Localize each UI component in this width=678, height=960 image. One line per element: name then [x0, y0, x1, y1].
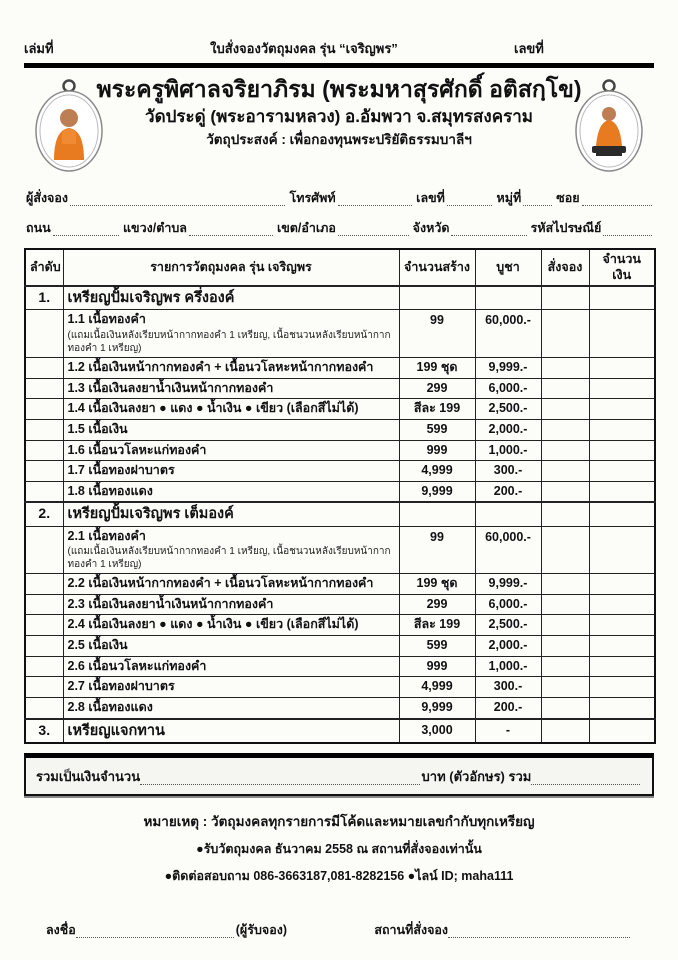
field-label-district: เขต/อำเภอ [276, 221, 336, 235]
cell-price: 2,500.- [475, 615, 541, 636]
item-row [25, 378, 655, 399]
cell-amount [589, 719, 655, 743]
item-row [25, 419, 655, 440]
cell-amount [589, 574, 655, 595]
item-name: 2.5 เนื้อเงิน [67, 638, 128, 652]
cell-price: 1,000.- [475, 656, 541, 677]
cell-qty: 599 [399, 419, 475, 440]
road-field [53, 221, 119, 236]
cell-booking [541, 719, 589, 743]
cell-order [25, 310, 63, 358]
item-name: 2.2 เนื้อเงินหน้ากากทองคำ + เนื้อนวโลหะหน้ากากทองคำ [67, 576, 374, 591]
item-row [25, 636, 655, 657]
cell-amount [589, 594, 655, 615]
cell-amount [589, 677, 655, 698]
cell-amount [589, 310, 655, 358]
item-name: 1.3 เนื้อเงินลงยาน้ำเงินหน้ากากทองคำ [67, 380, 274, 395]
sign-label: ลงชื่อ [46, 922, 76, 937]
cell-booking [541, 310, 589, 358]
section-row [25, 502, 655, 526]
form-title [134, 38, 474, 59]
cell-qty: สีละ 199 [399, 399, 475, 420]
cell-order: 2. [25, 502, 63, 526]
cell-qty: 199 ชุด [399, 358, 475, 379]
item-name: 1.7 เนื้อทองฝาบาตร [67, 463, 175, 478]
item-name: เหรียญปั้มเจริญพร ครึ่งองค์ [67, 290, 235, 307]
cell-amount [589, 481, 655, 502]
form-title-normal: ใบสั่งจองวัตถุมงคล [210, 41, 317, 56]
cell-item [63, 461, 399, 482]
field-label-subdistrict: แขวง/ตำบล [123, 221, 187, 235]
cell-item [63, 594, 399, 615]
cell-qty: 3,000 [399, 719, 475, 743]
section-row [25, 719, 655, 743]
item-name: 1.1 เนื้อทองคำ [67, 312, 146, 327]
item-name: 2.7 เนื้อทองฝาบาตร [67, 679, 175, 694]
total-middle-label: บาท (ตัวอักษร) รวม [421, 768, 532, 784]
cell-price: 200.- [475, 481, 541, 502]
cell-booking [541, 615, 589, 636]
cell-order [25, 697, 63, 718]
item-row [25, 399, 655, 420]
phone-field [338, 191, 413, 206]
cell-order: 1. [25, 286, 63, 310]
col-header-price: บูชา [475, 249, 541, 286]
item-name: 2.8 เนื้อทองแดง [67, 699, 153, 714]
cell-qty: สีละ 199 [399, 615, 475, 636]
cell-item [63, 502, 399, 526]
cell-booking [541, 399, 589, 420]
item-row [25, 656, 655, 677]
number-label: เลขที่ [514, 41, 544, 56]
cell-item [63, 286, 399, 310]
signature-field [76, 923, 234, 938]
cell-booking [541, 286, 589, 310]
cell-booking [541, 697, 589, 718]
cell-booking [541, 677, 589, 698]
cell-order [25, 594, 63, 615]
cell-qty: 299 [399, 594, 475, 615]
cell-qty: 199 ชุด [399, 574, 475, 595]
cell-order [25, 481, 63, 502]
field-label-moo: หมู่ที่ [496, 191, 522, 205]
field-label-orderer: ผู้สั่งจอง [26, 191, 68, 205]
cell-order [25, 419, 63, 440]
cell-qty: 9,999 [399, 481, 475, 502]
order-table-body [25, 286, 655, 742]
order-table [24, 248, 656, 744]
field-label-road: ถนน [26, 221, 51, 235]
col-header-item: รายการวัตถุมงคล รุ่น เจริญพร [63, 249, 399, 286]
item-row [25, 310, 655, 358]
divider-bar [24, 63, 654, 68]
moo-field [523, 191, 552, 206]
place-field [448, 923, 630, 938]
item-name: 1.6 เนื้อนวโลหะแก่ทองคำ [67, 442, 207, 457]
cell-booking [541, 419, 589, 440]
cell-qty: 4,999 [399, 677, 475, 698]
orderer-field [70, 191, 285, 206]
item-note: (แถมเนื้อเงินหลังเรียบหน้ากากทองคำ 1 เหรียญ, เนื้อชนวนหลังเรียบหน้ากากทองคำ 1 เหรียญ) [67, 546, 391, 570]
total-amount-field [140, 770, 419, 785]
postcode-field [603, 221, 652, 236]
cell-booking [541, 481, 589, 502]
cell-amount [589, 697, 655, 718]
cell-price: 6,000.- [475, 378, 541, 399]
item-row [25, 440, 655, 461]
cell-price: 200.- [475, 697, 541, 718]
note-contact: ●ติดต่อสอบถาม 086-3663187,081-8282156 ●ไลน์ ID; maha111 [164, 868, 514, 883]
cell-price: 300.- [475, 461, 541, 482]
item-name: 2.1 เนื้อทองคำ [67, 528, 146, 543]
cell-order [25, 358, 63, 379]
district-field [338, 221, 409, 236]
place-label: สถานที่สั่งจอง [374, 922, 448, 937]
cell-order [25, 615, 63, 636]
cell-price: 2,000.- [475, 636, 541, 657]
house-no-field [447, 191, 493, 206]
cell-amount [589, 286, 655, 310]
cell-price: 9,999.- [475, 574, 541, 595]
cell-amount [589, 419, 655, 440]
cell-qty: 4,999 [399, 461, 475, 482]
subdistrict-field [189, 221, 273, 236]
item-name: 2.4 เนื้อเงินลงยา ● แดง ● น้ำเงิน ● เขียว (เลือกสีไม่ได้) [67, 617, 359, 632]
item-name: 1.8 เนื้อทองแดง [67, 483, 153, 498]
field-label-province: จังหวัด [412, 221, 450, 235]
field-label-postcode: รหัสไปรษณีย์ [530, 221, 602, 235]
cell-order [25, 526, 63, 574]
item-row [25, 358, 655, 379]
cell-booking [541, 440, 589, 461]
cell-booking [541, 502, 589, 526]
cell-item [63, 656, 399, 677]
item-row [25, 481, 655, 502]
total-label: รวมเป็นเงินจำนวน [36, 768, 141, 784]
cell-order [25, 656, 63, 677]
item-row [25, 594, 655, 615]
cell-order [25, 677, 63, 698]
total-words-field [531, 770, 640, 785]
cell-amount [589, 461, 655, 482]
cell-price: 2,500.- [475, 399, 541, 420]
cell-price: 9,999.- [475, 358, 541, 379]
cell-item [63, 440, 399, 461]
col-header-order: ลำดับ [25, 249, 63, 286]
form-title-bold: รุ่น “เจริญพร” [319, 41, 398, 56]
item-name: เหรียญปั้มเจริญพร เต็มองค์ [67, 506, 234, 523]
temple-line: วัดประดู่ (พระอารามหลวง) อ.อัมพวา จ.สมุทรสงคราม [145, 107, 533, 127]
cell-booking [541, 574, 589, 595]
note-code: หมายเหตุ : วัตถุมงคลทุกรายการมีโค้ดและหมายเลขกำกับทุกเหรียญ [143, 813, 535, 829]
notes-block [24, 810, 654, 886]
item-row [25, 461, 655, 482]
cell-qty [399, 502, 475, 526]
section-row [25, 286, 655, 310]
cell-booking [541, 461, 589, 482]
cell-item [63, 697, 399, 718]
cell-price: 6,000.- [475, 594, 541, 615]
total-box [24, 753, 654, 796]
cell-amount [589, 440, 655, 461]
cell-item [63, 399, 399, 420]
cell-price: 2,000.- [475, 419, 541, 440]
volume-label: เล่มที่ [24, 41, 54, 56]
cell-item [63, 358, 399, 379]
field-label-house-no: เลขที่ [416, 191, 445, 205]
cell-amount [589, 615, 655, 636]
cell-booking [541, 636, 589, 657]
col-header-qty: จำนวนสร้าง [399, 249, 475, 286]
cell-price: 60,000.- [475, 310, 541, 358]
item-name: 1.4 เนื้อเงินลงยา ● แดง ● น้ำเงิน ● เขียว (เลือกสีไม่ได้) [67, 401, 359, 416]
cell-booking [541, 358, 589, 379]
item-row [25, 574, 655, 595]
item-name: 2.6 เนื้อนวโลหะแก่ทองคำ [67, 658, 207, 673]
cell-qty: 299 [399, 378, 475, 399]
cell-amount [589, 378, 655, 399]
top-line [24, 38, 654, 59]
cell-order [25, 440, 63, 461]
cell-booking [541, 378, 589, 399]
cell-item [63, 526, 399, 574]
cell-qty: 599 [399, 636, 475, 657]
seated-monk-amulet-icon [572, 78, 646, 179]
cell-order [25, 574, 63, 595]
cell-amount [589, 656, 655, 677]
cell-qty: 9,999 [399, 697, 475, 718]
cell-price [475, 502, 541, 526]
item-note: (แถมเนื้อเงินหลังเรียบหน้ากากทองคำ 1 เหรียญ, เนื้อชนวนหลังเรียบหน้ากากทองคำ 1 เหรียญ) [67, 330, 391, 354]
cell-booking [541, 656, 589, 677]
cell-order [25, 399, 63, 420]
cell-qty [399, 286, 475, 310]
cell-booking [541, 594, 589, 615]
cell-order [25, 636, 63, 657]
signature-line [24, 920, 654, 940]
note-pickup: ●รับวัตถุมงคล ธันวาคม 2558 ณ สถานที่สั่งจองเท่านั้น [196, 841, 482, 856]
cell-qty: 999 [399, 656, 475, 677]
field-line-1 [24, 188, 654, 208]
cell-booking [541, 526, 589, 574]
cell-item [63, 419, 399, 440]
cell-price: - [475, 719, 541, 743]
cell-amount [589, 502, 655, 526]
cell-price: 60,000.- [475, 526, 541, 574]
cell-amount [589, 636, 655, 657]
cell-item [63, 481, 399, 502]
cell-item [63, 574, 399, 595]
cell-price [475, 286, 541, 310]
cell-amount [589, 399, 655, 420]
cell-price: 300.- [475, 677, 541, 698]
header-block [24, 70, 654, 178]
cell-amount [589, 358, 655, 379]
cell-price: 1,000.- [475, 440, 541, 461]
item-name: เหรียญแจกทาน [67, 722, 165, 739]
cell-item [63, 719, 399, 743]
cell-order [25, 461, 63, 482]
cell-qty: 99 [399, 310, 475, 358]
field-label-soi: ซอย [556, 191, 580, 205]
cell-item [63, 310, 399, 358]
province-field [451, 221, 526, 236]
cell-item [63, 378, 399, 399]
cell-amount [589, 526, 655, 574]
item-name: 1.5 เนื้อเงิน [67, 421, 128, 436]
cell-qty: 999 [399, 440, 475, 461]
sign-suffix: (ผู้รับจอง) [235, 922, 287, 937]
monk-portrait-amulet-icon [32, 78, 106, 179]
field-line-2 [24, 218, 654, 238]
field-label-phone: โทรศัพท์ [289, 191, 336, 205]
cell-item [63, 677, 399, 698]
cell-item [63, 615, 399, 636]
item-name: 1.2 เนื้อเงินหน้ากากทองคำ + เนื้อนวโลหะหน้ากากทองคำ [67, 360, 374, 374]
table-header-row [25, 249, 655, 286]
item-row [25, 615, 655, 636]
cell-qty: 99 [399, 526, 475, 574]
monk-name: พระครูพิศาลจริยาภิรม (พระมหาสุรศักดิ์ อติสกฺโข) [96, 76, 582, 102]
col-header-amount: จำนวนเงิน [589, 249, 655, 286]
cell-order [25, 378, 63, 399]
item-row [25, 526, 655, 574]
item-row [25, 697, 655, 718]
item-row [25, 677, 655, 698]
cell-order: 3. [25, 719, 63, 743]
soi-field [582, 191, 652, 206]
col-header-booking: สั่งจอง [541, 249, 589, 286]
cell-item [63, 636, 399, 657]
purpose-line: วัตถุประสงค์ : เพื่อกองทุนพระปริยัติธรรมบาลีฯ [206, 131, 472, 147]
item-name: 2.3 เนื้อเงินลงยาน้ำเงินหน้ากากทองคำ [67, 596, 274, 611]
